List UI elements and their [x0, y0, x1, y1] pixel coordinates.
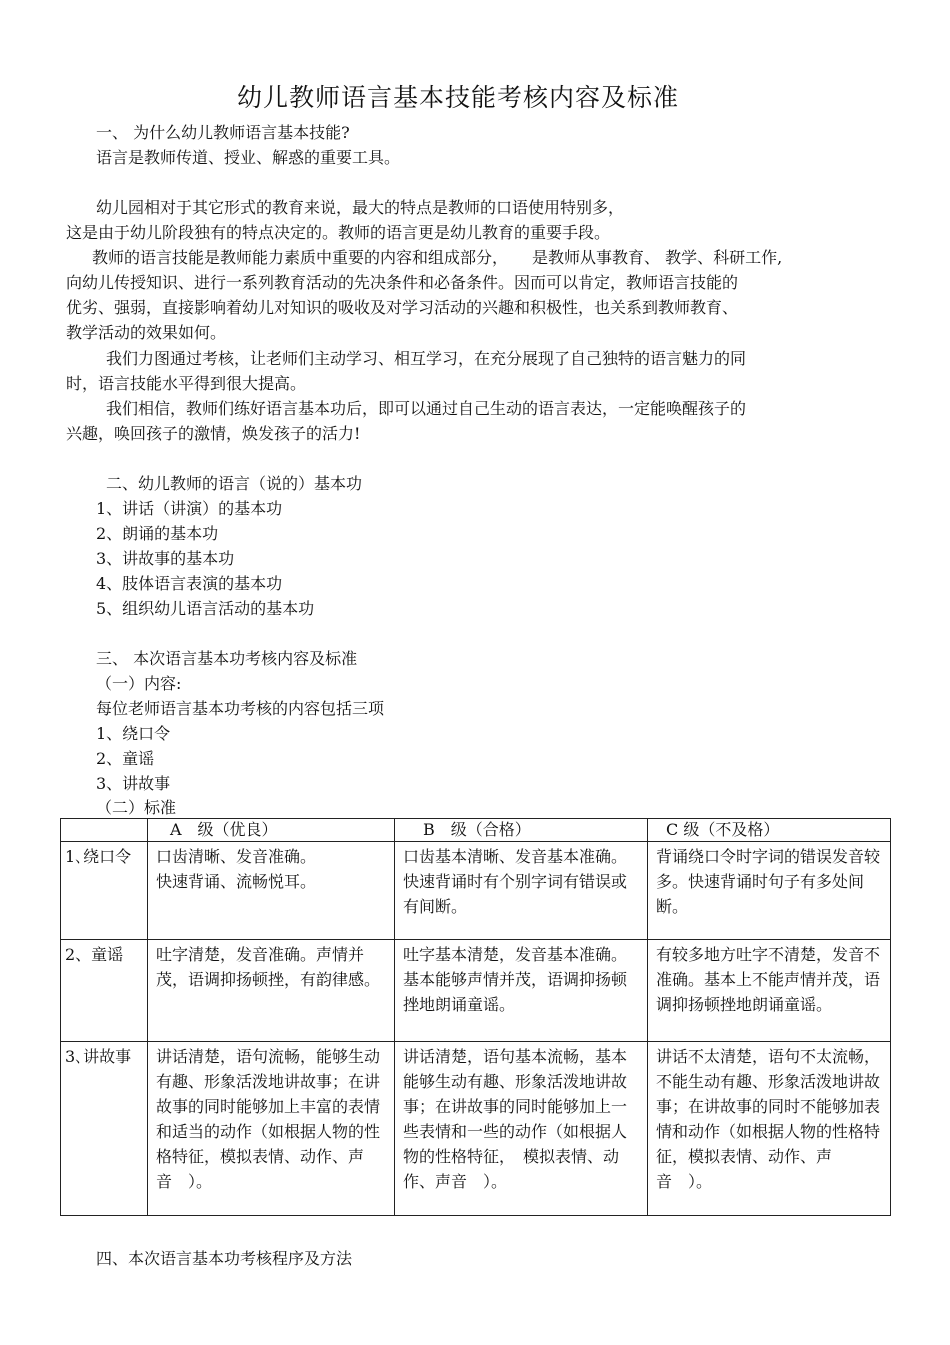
table-row: [61, 842, 891, 940]
table-row: [61, 940, 891, 1042]
list-item: 4、肢体语言表演的基本功: [96, 574, 283, 593]
paragraph-line: 语言是教师传道、授业、解惑的重要工具。: [96, 148, 401, 167]
paragraph-line: 兴趣，唤回孩子的激情，焕发孩子的活力!: [66, 424, 361, 443]
paragraph-line: 我们相信，教师们练好语言基本功后，即可以通过自己生动的语言表达，一定能唤醒孩子的: [106, 399, 747, 418]
section2-heading: 二、幼儿教师的语言（说的）基本功: [106, 474, 363, 493]
table-row: [61, 1042, 891, 1216]
row-label: 3､讲故事: [61, 1042, 148, 1216]
table-header-row: [61, 819, 891, 842]
section3-sub-standard: （二）标准: [96, 798, 177, 817]
section3-intro: 每位老师语言基本功考核的内容包括三项: [96, 699, 385, 718]
grade-b-cell: 讲话清楚，语句基本流畅，基本能够生动有趣、形象活泼地讲故事；在讲故事的同时能够加上一些表情和一些的动作（如根据人物的性格特征， 模拟表情、动作、声音 ）。: [395, 1042, 648, 1216]
paragraph-line: 教师的语言技能是教师能力素质中重要的内容和组成部分， 是教师从事教育、 教学、科研工作,: [92, 248, 783, 267]
paragraph-line: 优劣、强弱，直接影响着幼儿对知识的吸收及对学习活动的兴趣和积极性，也关系到教师教育、: [66, 298, 739, 317]
paragraph-line: 幼儿园相对于其它形式的教育来说，最大的特点是教师的口语使用特别多，: [96, 198, 625, 217]
document-title: 幼儿教师语言基本技能考核内容及标准: [236, 83, 679, 112]
grade-a-cell: 讲话清楚，语句流畅，能够生动有趣、形象活泼地讲故事；在讲故事的同时能够加上丰富的表情和适当的动作（如根据人物的性格特征，模拟表情、动作、声音 ）。: [148, 1042, 395, 1216]
grade-a-cell: 吐字清楚，发音准确。声情并茂，语调抑扬顿挫，有韵律感。: [148, 940, 395, 1042]
header-cell-empty: [61, 819, 148, 842]
grade-b-cell: 口齿基本清晰、发音基本准确。快速背诵时有个别字词有错误或有间断。: [395, 842, 648, 940]
grade-a-cell: 口齿清晰、发音准确。 快速背诵、流畅悦耳。: [148, 842, 395, 940]
row-label: 2、童谣: [61, 940, 148, 1042]
section1-heading: 一、 为什么幼儿教师语言基本技能?: [96, 123, 350, 142]
paragraph-line: 向幼儿传授知识、进行一系列教育活动的先决条件和必备条件。因而可以肯定，教师语言技能的: [66, 273, 739, 292]
section3-heading: 三、 本次语言基本功考核内容及标准: [96, 649, 358, 668]
grade-c-cell: 有较多地方吐字不清楚，发音不准确。基本上不能声情并茂，语调抑扬顿挫地朗诵童谣。: [648, 940, 891, 1042]
header-cell-grade-b: B 级（合格）: [395, 819, 648, 842]
paragraph-line: 这是由于幼儿阶段独有的特点决定的。教师的语言更是幼儿教育的重要手段。: [66, 223, 611, 242]
list-item: 1、讲话（讲演）的基本功: [96, 499, 283, 518]
list-item: 2、朗诵的基本功: [96, 524, 219, 543]
list-item: 2、童谣: [96, 749, 155, 768]
list-item: 3、讲故事的基本功: [96, 549, 235, 568]
grade-c-cell: 讲话不太清楚，语句不太流畅，不能生动有趣、形象活泼地讲故事；在讲故事的同时不能够加表情和动作（如根据人物的性格特征，模拟表情、动作、声音 ）。: [648, 1042, 891, 1216]
header-cell-grade-a: A 级（优良）: [148, 819, 395, 842]
list-item: 5、组织幼儿语言活动的基本功: [96, 599, 315, 618]
row-label: 1､绕口令: [61, 842, 148, 940]
grade-c-cell: 背诵绕口令时字词的错误发音较多。快速背诵时句子有多处间断。: [648, 842, 891, 940]
standards-table: [60, 818, 891, 1216]
paragraph-line: 时，语言技能水平得到很大提高。: [66, 374, 307, 393]
grade-b-cell: 吐字基本清楚，发音基本准确。基本能够声情并茂，语调抑扬顿挫地朗诵童谣。: [395, 940, 648, 1042]
header-cell-grade-c: C 级（不及格）: [648, 819, 891, 842]
section3-sub-content: （一）内容:: [96, 674, 182, 693]
paragraph-line: 教学活动的效果如何。: [66, 323, 227, 342]
list-item: 1、绕口令: [96, 724, 171, 743]
list-item: 3、讲故事: [96, 774, 171, 793]
section4-heading: 四、本次语言基本功考核程序及方法: [96, 1249, 353, 1268]
paragraph-line: 我们力图通过考核，让老师们主动学习、相互学习，在充分展现了自己独特的语言魅力的同: [106, 349, 747, 368]
